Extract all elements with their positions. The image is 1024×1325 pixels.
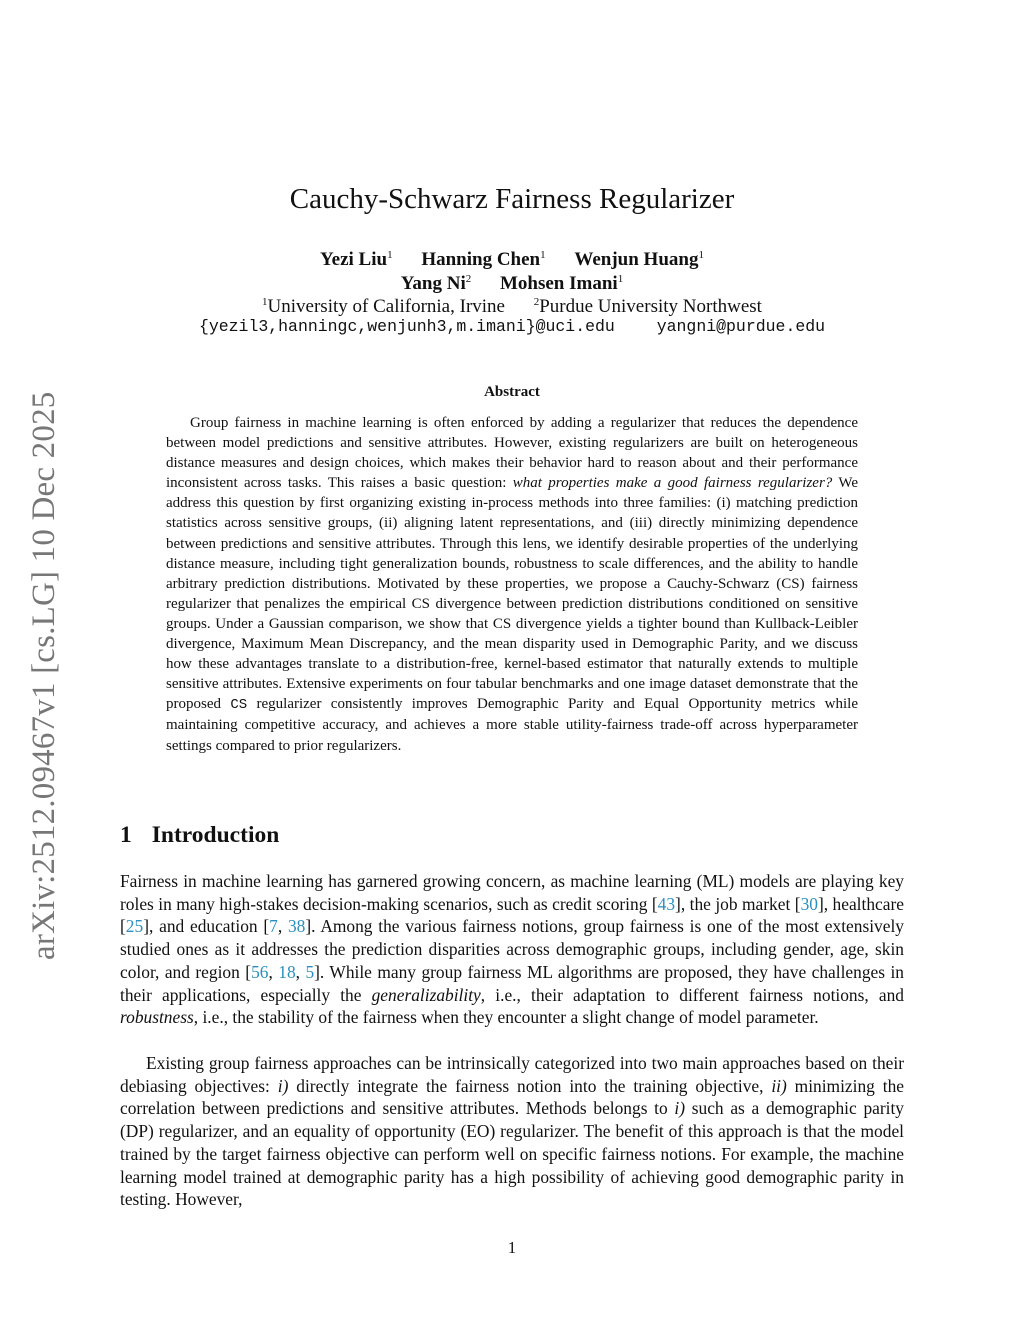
author-emails — [0, 315, 1024, 339]
citation-link[interactable]: 5 — [305, 961, 315, 982]
affiliation-purdue: $^2$Purdue University Northwest — [533, 296, 762, 317]
section-title: Introduction — [151, 822, 280, 848]
cs-code-label: CS — [230, 697, 248, 714]
author-yezi-liu: Yezi Liu$^1$ — [320, 249, 393, 270]
email-uci: {yezil3,hanningc,wenjunh3,m.imani}@uci.edu — [198, 317, 615, 336]
citation-link[interactable]: 18 — [278, 961, 296, 982]
author-yang-ni: Yang Ni$^2$ — [400, 273, 472, 294]
page-number: 1 — [507, 1238, 517, 1257]
citation-link[interactable]: 25 — [125, 916, 144, 937]
arxiv-identifier-stamp — [20, 370, 68, 960]
abstract-heading: Abstract — [484, 384, 540, 400]
section-heading-introduction — [120, 822, 279, 849]
paper-title: Cauchy-Schwarz Fairness Regularizer — [289, 183, 735, 215]
author-mohsen-imani: Mohsen Imani$^1$ — [499, 273, 624, 294]
citation-link[interactable]: 38 — [287, 916, 306, 937]
author-hanning-chen: Hanning Chen$^1$ — [421, 249, 546, 270]
email-purdue: yangni@purdue.edu — [656, 317, 826, 336]
intro-paragraph-1: Fairness in machine learning has garnered growing concern, as machine learning (ML) models are playing key roles in many high-stakes decision-making scenarios, such as credit scoring [43], the job market [30], healthcare [25], and education [7, 38]. Among the various fairness notions, group fairness is one of the most extensively studied ones as it addresses the prediction disparities across demographic groups, including gender, age, skin color, and region [56, 18, 5]. While many group fairness ML algorithms are proposed, they have challenges in their applications, especially the generalizability, i.e., their adaptation to different fairness notions, and robustness, i.e., the stability of the fairness when they encounter a slight change of model parameter. — [120, 871, 904, 1028]
abstract-body: Group fairness in machine learning is often enforced by adding a regularizer that reduces the dependence between model predictions and sensitive attributes. However, existing regularizers are built on heterogeneous distance measures and design choices, which makes their behavior hard to reason about and their performance inconsistent across tasks. This raises a basic question: what properties make a good fairness regularizer? We address this question by first organizing existing in-process methods into three families: (i) matching prediction statistics across sensitive groups, (ii) aligning latent representations, and (iii) directly minimizing dependence between predictions and sensitive attributes. Through this lens, we identify desirable properties of the underlying distance measure, including tight generalization bounds, robustness to scale differences, and the ability to handle arbitrary prediction distributions. Motivated by these properties, we propose a Cauchy-Schwarz (CS) fairness regularizer that penalizes the empirical CS divergence between prediction distributions conditioned on sensitive groups. Under a Gaussian comparison, we show that CS divergence yields a tighter bound than Kullback-Leibler divergence, Maximum Mean Discrepancy, and the mean disparity used in Demographic Parity, and we discuss how these advantages translate to a distribution-free, kernel-based estimator that naturally extends to multiple sensitive attributes. Extensive experiments on four tabular benchmarks and one image dataset demonstrate that the proposed CS regularizer consistently improves Demographic Parity and Equal Opportunity metrics while maintaining competitive accuracy, and achieves a more stable utility-fairness trade-off across hyperparameter settings compared to prior regularizers. — [166, 415, 859, 754]
author-wenjun-huang: Wenjun Huang$^1$ — [574, 249, 704, 270]
intro-paragraph-2: Existing group fairness approaches can be intrinsically categorized into two main approaches based on their debiasing objectives: i) directly integrate the fairness notion into the training objective, ii) minimizing the correlation between predictions and sensitive attributes. Methods belongs to i) such as a demographic parity (DP) regularizer, and an equality of opportunity (EO) regularizer. The benefit of this approach is that the model trained by the target fairness objective can perform well on specific fairness notions. For example, the machine learning model trained at demographic parity has a high possibility of achieving good demographic parity in testing. However, — [120, 1053, 905, 1210]
arxiv-identifier-text: arXiv:2512.09467v1 [cs.LG] 10 Dec 2025 — [26, 391, 62, 960]
abstract-question: what properties make a good fairness regularizer? — [512, 475, 833, 492]
citation-link[interactable]: 43 — [657, 893, 676, 914]
citation-link[interactable]: 30 — [800, 893, 818, 914]
affiliation-uci: $^1$University of California, Irvine — [262, 296, 505, 317]
section-number: 1 — [120, 822, 132, 848]
citation-link[interactable]: 7 — [269, 916, 278, 937]
citation-link[interactable]: 56 — [251, 961, 269, 982]
